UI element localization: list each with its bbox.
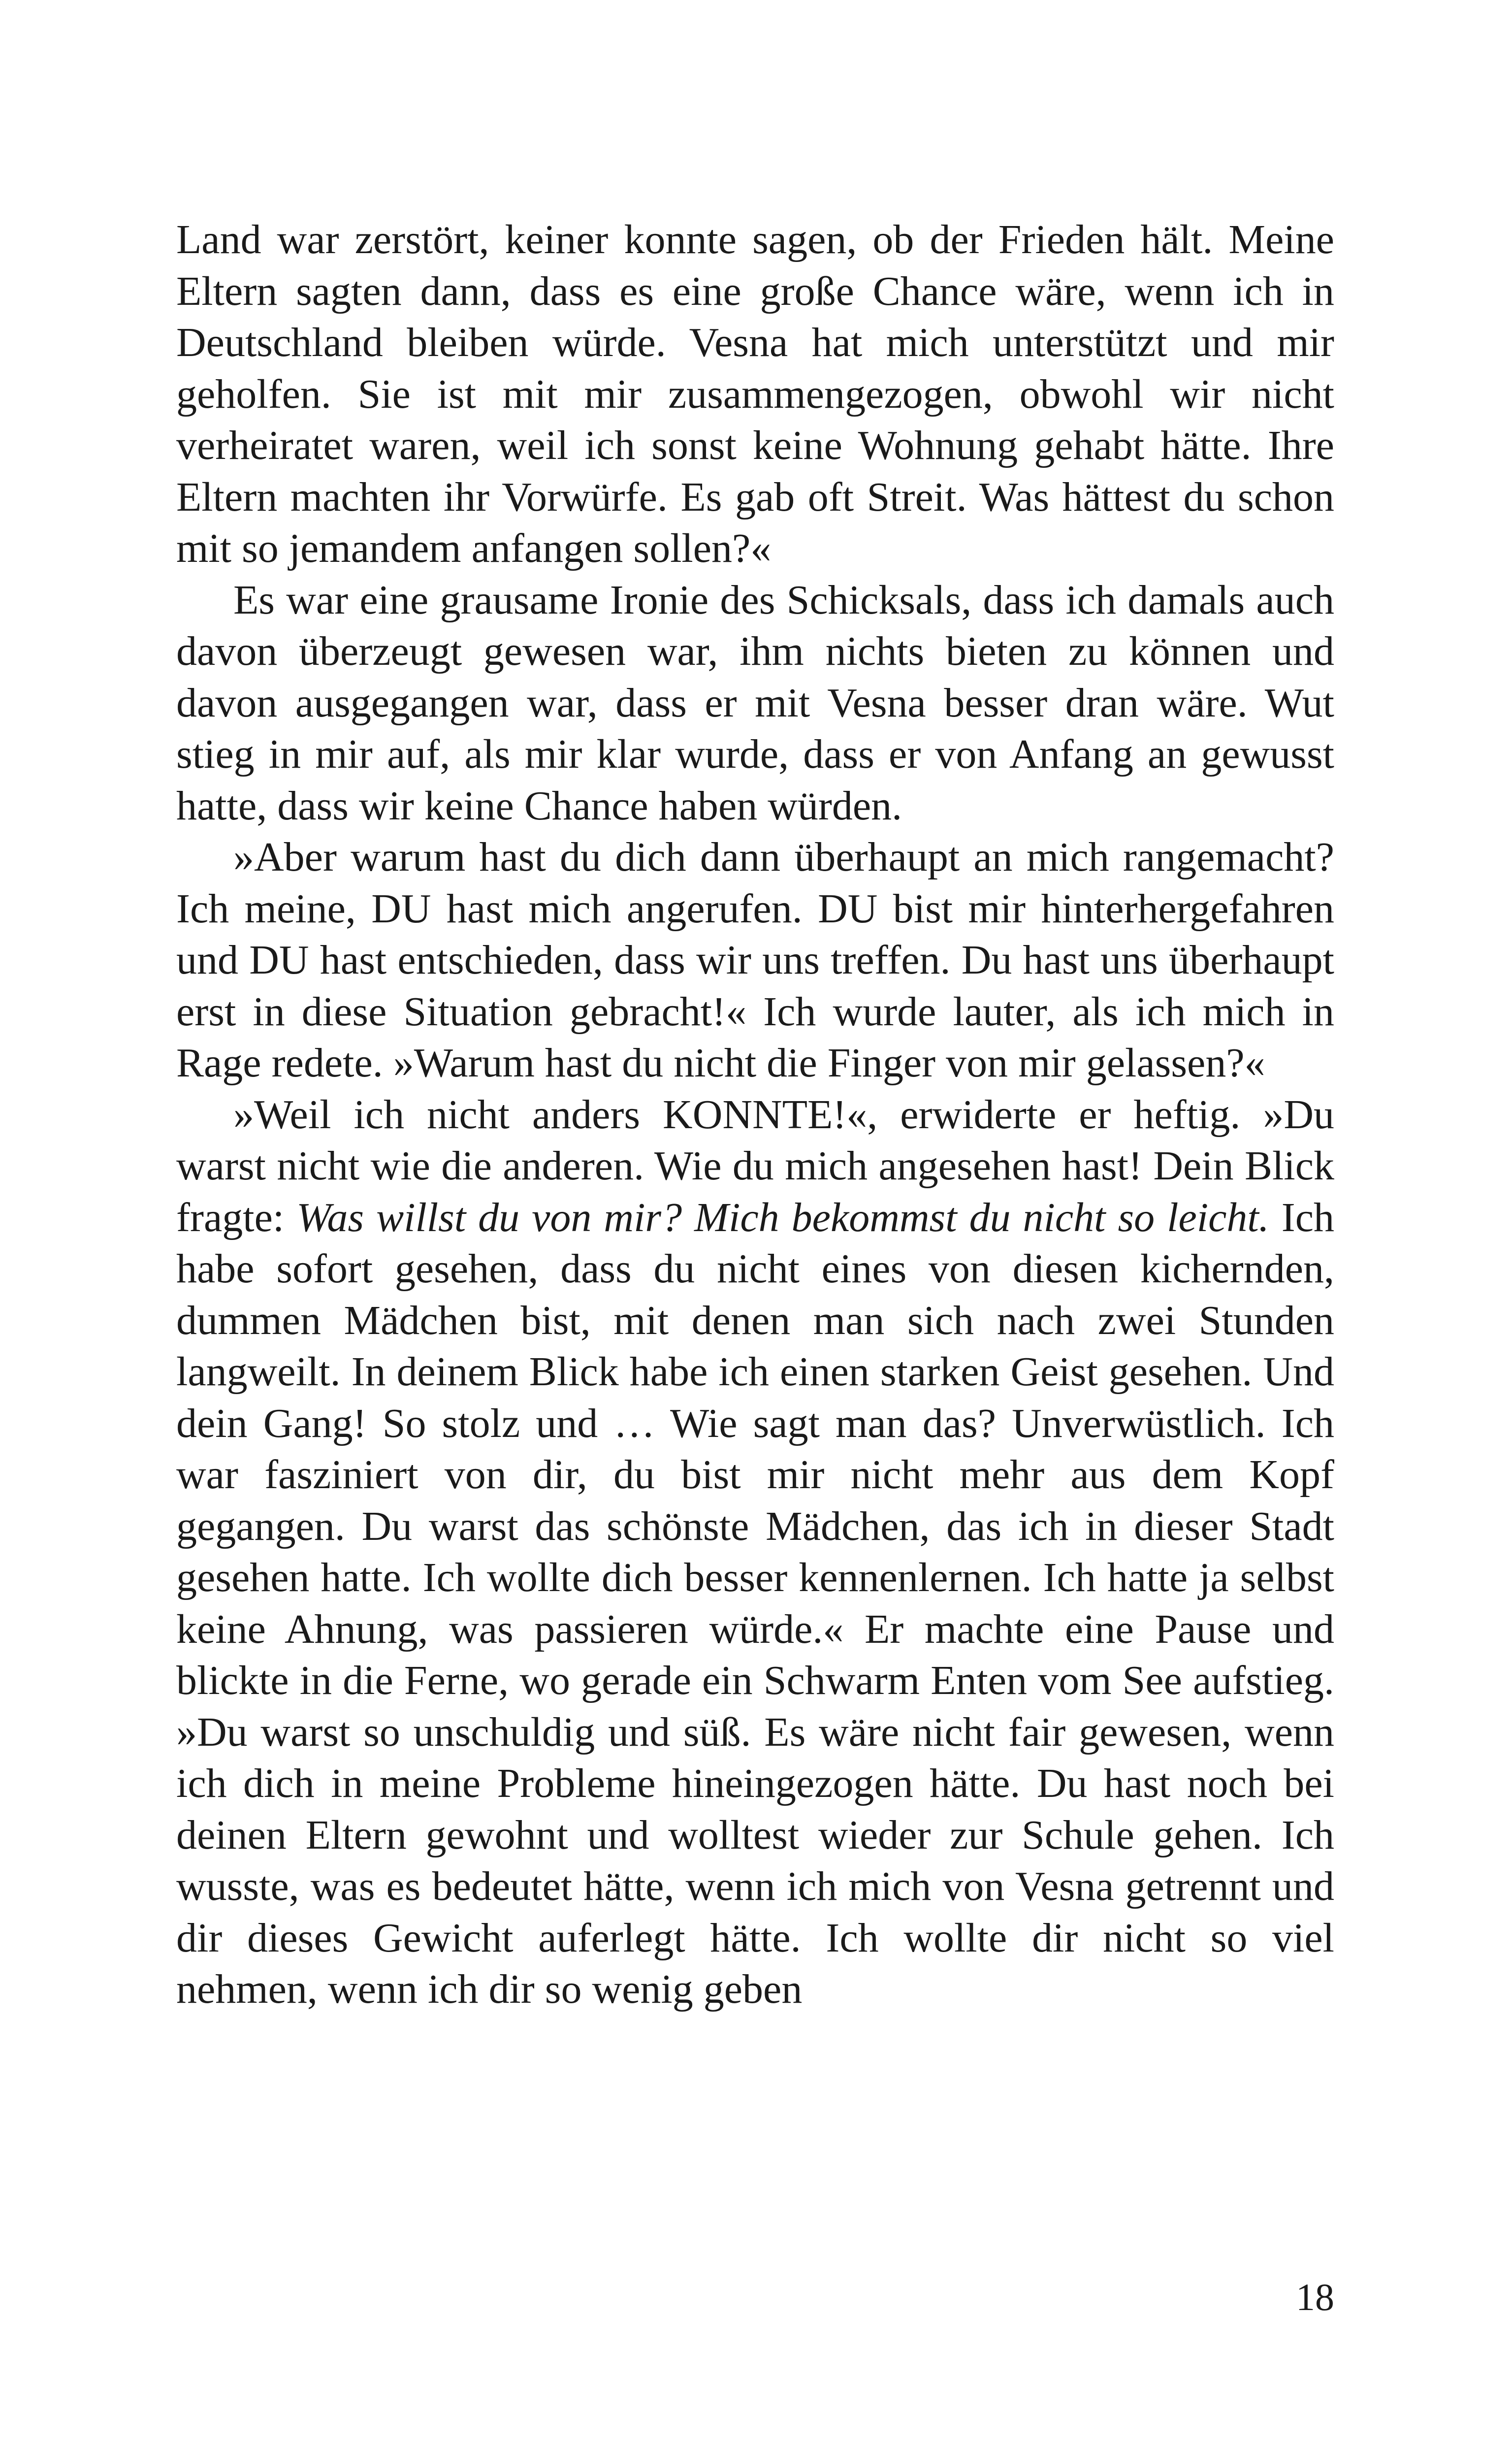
paragraph-4 — [176, 1089, 1334, 2016]
paragraph-2: Es war eine grausame Ironie des Schicksals, dass ich damals auch davon überzeugt gewesen war, ihm nichts bieten zu können und davon ausgegangen war, dass er mit Vesna besser dran wäre. Wut stieg in mir auf, als mir klar wurde, dass er von Anfang an gewusst hatte, dass wir keine Chance haben würden. — [176, 577, 1334, 829]
body-text — [176, 214, 1334, 2016]
paragraph-4-start: »Weil ich nicht anders KONNTE!«, erwiderte er heftig. »Du warst nicht wie die anderen. Wie du mich angesehen hast! Dein Blick fragte: — [176, 1091, 1334, 1240]
paragraph-4-end: Ich habe sofort gesehen, dass du nicht eines von diesen kichernden, dummen Mädchen bist, mit denen man sich nach zwei Stunden langweilt. In deinem Blick habe ich einen starken Geist gesehen. Und dein Gang! So stolz und … Wie sagt man das? Unverwüstlich. Ich war fasziniert von dir, du bist mir nicht mehr aus dem Kopf gegangen. Du warst das schönste Mädchen, das ich in dieser Stadt gesehen hatte. Ich wollte dich besser kennenlernen. Ich hatte ja selbst keine Ahnung, was passieren würde.« Er machte eine Pause und blickte in die Ferne, wo gerade ein Schwarm Enten vom See aufstieg. »Du warst so unschuldig und süß. Es wäre nicht fair gewesen, wenn ich dich in meine Probleme hineingezogen hätte. Du hast noch bei deinen Eltern gewohnt und wolltest wieder zur Schule gehen. Ich wusste, was es bedeutet hätte, wenn ich mich von Vesna getrennt und dir dieses Gewicht auferlegt hätte. Ich wollte dir nicht so viel nehmen, wenn ich dir so wenig geben — [176, 1194, 1334, 2012]
paragraph-4-italic-thought: Was willst du von mir? Mich bekommst du nicht so leicht. — [296, 1194, 1269, 1240]
paragraph-1: Land war zerstört, keiner konnte sagen, ob der Frieden hält. Meine Eltern sagten dann, dass es eine große Chance wäre, wenn ich in Deutschland bleiben würde. Vesna hat mich unterstützt und mir geholfen. Sie ist mit mir zusammengezogen, obwohl wir nicht verheiratet waren, weil ich sonst keine Wohnung gehabt hätte. Ihre Eltern machten ihr Vorwürfe. Es gab oft Streit. Was hättest du schon mit so jemandem anfangen sollen?« — [176, 217, 1334, 571]
paragraph-3: »Aber warum hast du dich dann überhaupt an mich rangemacht? Ich meine, DU hast mich angerufen. DU bist mir hinterhergefahren und DU hast entschieden, dass wir uns treffen. Du hast uns überhaupt erst in diese Situation gebracht!« Ich wurde lauter, als ich mich in Rage redete. »Warum hast du nicht die Finger von mir gelassen?« — [176, 834, 1334, 1086]
page-number: 18 — [1296, 2276, 1334, 2318]
